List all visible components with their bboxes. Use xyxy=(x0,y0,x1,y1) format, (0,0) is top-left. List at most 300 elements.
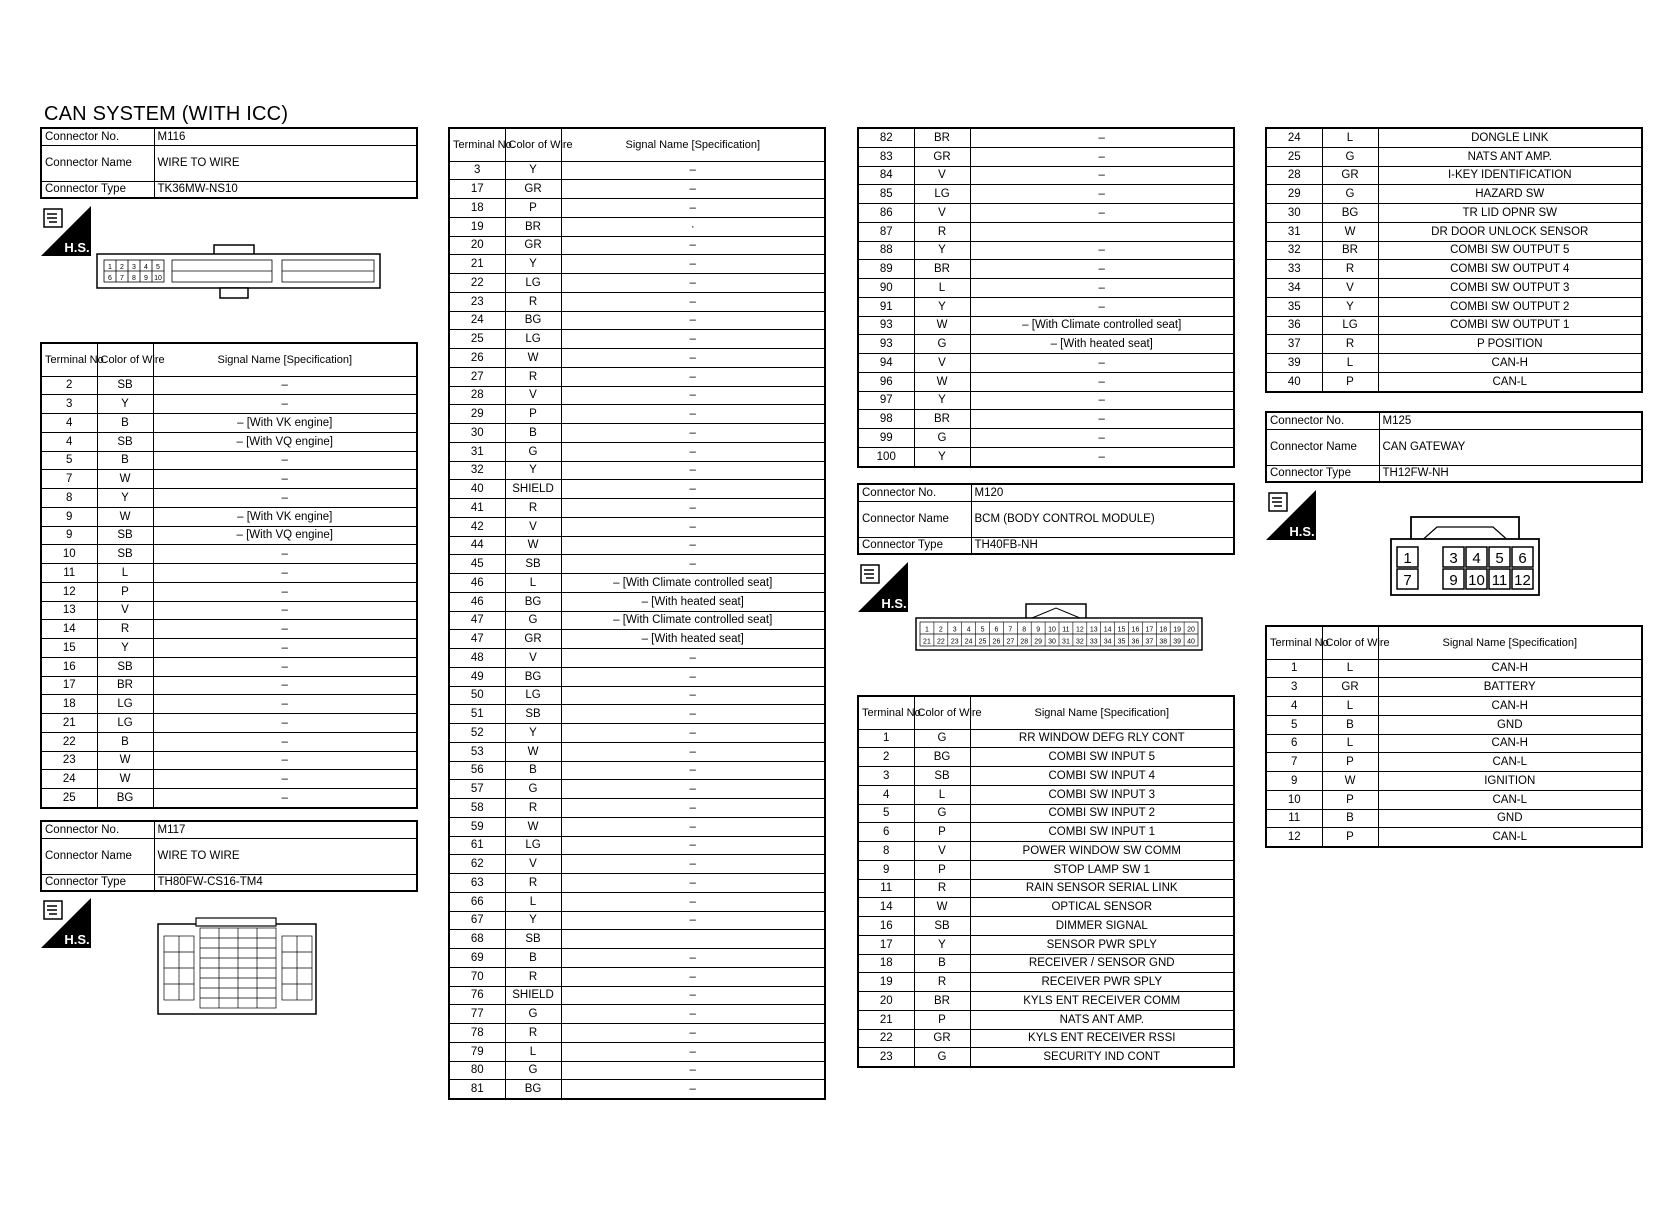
terminal-no-cell: 79 xyxy=(449,1042,505,1061)
terminal-no-cell: 24 xyxy=(41,770,97,789)
terminal-no-cell: 24 xyxy=(449,311,505,330)
table-row xyxy=(449,780,825,799)
connector-name-label: Connector Name xyxy=(41,838,154,874)
terminal-no-cell: 47 xyxy=(449,630,505,649)
terminal-no-cell: 5 xyxy=(858,804,914,823)
terminal-no-cell: 5 xyxy=(41,451,97,470)
signal-name-cell: – xyxy=(561,236,825,255)
wire-color-cell: L xyxy=(1322,697,1378,716)
m117-pin-table-b xyxy=(857,127,1235,468)
terminal-no-cell: 29 xyxy=(1266,185,1322,204)
terminal-no-cell: 11 xyxy=(1266,809,1322,828)
signal-name-cell: – xyxy=(561,461,825,480)
terminal-no-cell: 4 xyxy=(41,414,97,433)
wire-color-cell: Y xyxy=(914,447,970,466)
terminal-no-cell: 40 xyxy=(1266,372,1322,391)
signal-name-cell: – xyxy=(561,255,825,274)
signal-name-cell: – xyxy=(970,260,1234,279)
signal-name-header: Signal Name [Specification] xyxy=(1378,626,1642,659)
wire-color-cell: L xyxy=(1322,734,1378,753)
terminal-no-cell: 1 xyxy=(1266,659,1322,678)
signal-name-cell: COMBI SW INPUT 2 xyxy=(970,804,1234,823)
terminal-no-cell: 10 xyxy=(1266,790,1322,809)
terminal-no-cell: 18 xyxy=(449,199,505,218)
terminal-no-cell: 18 xyxy=(858,954,914,973)
wire-color-cell: W xyxy=(1322,222,1378,241)
table-row xyxy=(41,376,417,395)
signal-name-cell: HAZARD SW xyxy=(1378,185,1642,204)
table-row xyxy=(858,316,1234,335)
table-row xyxy=(449,611,825,630)
signal-name-cell: P POSITION xyxy=(1378,335,1642,354)
terminal-no-cell: 7 xyxy=(1266,753,1322,772)
table-row xyxy=(449,424,825,443)
wire-color-cell: W xyxy=(505,349,561,368)
signal-name-cell: RAIN SENSOR SERIAL LINK xyxy=(970,879,1234,898)
table-row xyxy=(449,1042,825,1061)
table-row xyxy=(1266,828,1642,847)
terminal-no-cell: 67 xyxy=(449,911,505,930)
table-row xyxy=(41,657,417,676)
terminal-no-cell: 18 xyxy=(41,695,97,714)
hs-harness-side-icon xyxy=(858,562,908,612)
terminal-no-cell: 80 xyxy=(449,1061,505,1080)
terminal-no-cell: 3 xyxy=(41,395,97,414)
table-row xyxy=(449,649,825,668)
terminal-no-cell: 89 xyxy=(858,260,914,279)
terminal-no-cell: 28 xyxy=(1266,166,1322,185)
signal-name-cell: – xyxy=(561,705,825,724)
terminal-no-cell: 7 xyxy=(41,470,97,489)
terminal-no-cell: 87 xyxy=(858,222,914,241)
wire-color-cell: G xyxy=(1322,147,1378,166)
terminal-no-cell: 29 xyxy=(449,405,505,424)
table-row xyxy=(41,395,417,414)
terminal-no-cell: 35 xyxy=(1266,297,1322,316)
terminal-no-cell: 84 xyxy=(858,166,914,185)
m120-pin-table-a xyxy=(857,695,1235,1068)
connector-pin-number: 19 xyxy=(1173,626,1182,634)
terminal-no-cell: 27 xyxy=(449,367,505,386)
terminal-no-cell: 46 xyxy=(449,574,505,593)
wire-color-cell: Y xyxy=(505,724,561,743)
table-row xyxy=(41,676,417,695)
signal-name-cell: – xyxy=(153,657,417,676)
table-row xyxy=(449,892,825,911)
terminal-no-cell: 12 xyxy=(1266,828,1322,847)
wire-color-cell: Y xyxy=(505,161,561,180)
table-row xyxy=(41,789,417,808)
table-row xyxy=(449,199,825,218)
terminal-no-cell: 62 xyxy=(449,855,505,874)
terminal-no-header: Terminal No. xyxy=(858,696,914,729)
signal-name-cell: – [With VQ engine] xyxy=(153,526,417,545)
signal-name-cell: – xyxy=(153,582,417,601)
table-row xyxy=(858,372,1234,391)
signal-name-cell: GND xyxy=(1378,715,1642,734)
connector-pin-number: 9 xyxy=(1036,626,1041,634)
wire-color-cell: SB xyxy=(97,657,153,676)
signal-name-cell: – xyxy=(561,761,825,780)
wire-color-cell: BR xyxy=(97,676,153,695)
wire-color-cell: V xyxy=(914,204,970,223)
wire-color-cell: Y xyxy=(914,391,970,410)
table-row xyxy=(1266,279,1642,298)
connector-pin xyxy=(1420,569,1441,589)
wire-color-cell: B xyxy=(505,424,561,443)
wire-color-cell: Y xyxy=(505,911,561,930)
signal-name-cell: COMBI SW INPUT 3 xyxy=(970,785,1234,804)
table-row xyxy=(449,574,825,593)
wire-color-cell: L xyxy=(505,892,561,911)
signal-name-cell: COMBI SW INPUT 1 xyxy=(970,823,1234,842)
signal-name-cell: CAN-L xyxy=(1378,372,1642,391)
table-row xyxy=(449,855,825,874)
signal-name-cell: – xyxy=(970,185,1234,204)
svg-text:4: 4 xyxy=(144,264,148,271)
table-row xyxy=(41,732,417,751)
terminal-no-cell: 28 xyxy=(449,386,505,405)
signal-name-cell: – xyxy=(561,199,825,218)
m116-pin-table xyxy=(40,342,418,809)
terminal-no-cell: 10 xyxy=(41,545,97,564)
svg-text:5: 5 xyxy=(156,264,160,271)
wire-color-cell: SHIELD xyxy=(505,480,561,499)
wire-color-cell: Y xyxy=(97,395,153,414)
terminal-no-cell: 44 xyxy=(449,536,505,555)
connector-pin-number: 30 xyxy=(1048,638,1056,646)
wire-color-cell: BR xyxy=(914,410,970,429)
wire-color-cell: G xyxy=(505,1005,561,1024)
signal-name-cell: – [With heated seat] xyxy=(561,630,825,649)
terminal-no-cell: 68 xyxy=(449,930,505,949)
svg-text:10: 10 xyxy=(154,275,162,282)
wire-color-cell: W xyxy=(1322,772,1378,791)
signal-name-cell: CAN-H xyxy=(1378,734,1642,753)
connector-pin-number: 10 xyxy=(1468,572,1485,589)
wire-color-cell: G xyxy=(505,780,561,799)
table-row xyxy=(1266,354,1642,373)
signal-name-cell: – xyxy=(561,799,825,818)
signal-name-cell: – xyxy=(561,836,825,855)
signal-name-cell: IGNITION xyxy=(1378,772,1642,791)
terminal-no-cell: 91 xyxy=(858,297,914,316)
terminal-no-cell: 2 xyxy=(858,748,914,767)
terminal-no-cell: 23 xyxy=(858,1048,914,1067)
wire-color-cell: W xyxy=(505,536,561,555)
connector-pin-number: 13 xyxy=(1089,626,1098,634)
table-row xyxy=(449,442,825,461)
signal-name-cell: – xyxy=(561,967,825,986)
table-row xyxy=(449,480,825,499)
terminal-no-cell: 83 xyxy=(858,147,914,166)
wire-color-cell: Y xyxy=(97,639,153,658)
wire-color-cell: B xyxy=(505,761,561,780)
wire-color-cell: R xyxy=(97,620,153,639)
signal-name-cell: – xyxy=(561,367,825,386)
table-row xyxy=(858,410,1234,429)
svg-text:9: 9 xyxy=(144,275,148,282)
wire-color-cell: P xyxy=(914,860,970,879)
wire-color-cell: R xyxy=(914,879,970,898)
connector-pin xyxy=(1420,547,1441,567)
terminal-no-cell: 50 xyxy=(449,686,505,705)
connector-name-label: Connector Name xyxy=(1266,429,1379,465)
table-row xyxy=(449,630,825,649)
signal-name-cell: – xyxy=(561,1061,825,1080)
hs-label: H.S. xyxy=(64,932,90,947)
terminal-no-cell: 30 xyxy=(449,424,505,443)
m125-connector-type: TH12FW-NH xyxy=(1379,465,1642,482)
terminal-no-cell: 24 xyxy=(1266,128,1322,147)
connector-pin-number: 11 xyxy=(1062,626,1070,634)
signal-name-cell: – xyxy=(561,742,825,761)
terminal-no-cell: 86 xyxy=(858,204,914,223)
terminal-no-cell: 21 xyxy=(858,1010,914,1029)
signal-name-cell: CAN-H xyxy=(1378,659,1642,678)
wire-color-cell: SB xyxy=(97,545,153,564)
signal-name-cell: NATS ANT AMP. xyxy=(1378,147,1642,166)
signal-name-cell: – xyxy=(153,714,417,733)
signal-name-cell: COMBI SW OUTPUT 3 xyxy=(1378,279,1642,298)
wire-color-cell: R xyxy=(914,222,970,241)
signal-name-cell: – xyxy=(561,724,825,743)
signal-name-cell: COMBI SW OUTPUT 4 xyxy=(1378,260,1642,279)
terminal-no-cell: 76 xyxy=(449,986,505,1005)
wire-color-cell: GR xyxy=(505,630,561,649)
connector-pin-number: 4 xyxy=(1472,550,1481,567)
wire-color-cell: SB xyxy=(97,432,153,451)
wire-color-cell: W xyxy=(505,817,561,836)
terminal-no-cell: 34 xyxy=(1266,279,1322,298)
m117-info-table xyxy=(40,820,418,892)
terminal-no-cell: 96 xyxy=(858,372,914,391)
wire-color-cell: Y xyxy=(914,935,970,954)
terminal-no-cell: 88 xyxy=(858,241,914,260)
signal-name-cell: – xyxy=(970,147,1234,166)
wire-color-cell: G xyxy=(914,1048,970,1067)
wire-color-cell: G xyxy=(914,429,970,448)
table-row xyxy=(449,930,825,949)
wire-color-cell: G xyxy=(505,442,561,461)
table-row xyxy=(858,447,1234,466)
table-row xyxy=(858,992,1234,1011)
wire-color-cell: R xyxy=(505,1024,561,1043)
table-row xyxy=(1266,128,1642,147)
terminal-no-cell: 21 xyxy=(41,714,97,733)
wire-color-cell: GR xyxy=(505,236,561,255)
signal-name-cell: – xyxy=(153,451,417,470)
signal-name-cell: – xyxy=(561,911,825,930)
terminal-no-cell: 32 xyxy=(449,461,505,480)
signal-name-cell: – xyxy=(561,161,825,180)
connector-pin-number: 34 xyxy=(1103,638,1112,646)
terminal-no-cell: 23 xyxy=(449,292,505,311)
table-row xyxy=(1266,241,1642,260)
signal-name-cell: – xyxy=(153,789,417,808)
signal-name-cell: – xyxy=(561,330,825,349)
terminal-no-cell: 11 xyxy=(41,564,97,583)
wire-color-cell: LG xyxy=(1322,316,1378,335)
terminal-no-cell: 25 xyxy=(449,330,505,349)
signal-name-cell: COMBI SW OUTPUT 2 xyxy=(1378,297,1642,316)
terminal-no-cell: 11 xyxy=(858,879,914,898)
wire-color-cell: GR xyxy=(505,180,561,199)
signal-name-cell: – xyxy=(561,386,825,405)
connector-pin-number: 37 xyxy=(1145,638,1154,646)
signal-name-cell: – xyxy=(153,395,417,414)
wire-color-cell: LG xyxy=(97,695,153,714)
wire-color-cell: GR xyxy=(1322,166,1378,185)
connector-pin-number: 8 xyxy=(1022,626,1027,634)
signal-name-cell: – xyxy=(153,676,417,695)
table-row xyxy=(1266,772,1642,791)
table-row xyxy=(858,1010,1234,1029)
hs-harness-side-icon xyxy=(41,898,91,948)
table-row xyxy=(1266,147,1642,166)
signal-name-cell: CAN-L xyxy=(1378,828,1642,847)
terminal-no-cell: 12 xyxy=(41,582,97,601)
signal-name-cell: GND xyxy=(1378,809,1642,828)
m125-connector-diagram xyxy=(1387,515,1547,599)
connector-pin-number: 26 xyxy=(992,638,1001,646)
wire-color-cell: BG xyxy=(505,311,561,330)
table-row xyxy=(41,470,417,489)
wire-color-cell: V xyxy=(914,166,970,185)
wire-color-cell: LG xyxy=(505,330,561,349)
table-row xyxy=(1266,790,1642,809)
connector-pin-number: 38 xyxy=(1159,638,1168,646)
terminal-no-header: Terminal No. xyxy=(1266,626,1322,659)
wire-color-cell: Y xyxy=(97,489,153,508)
m117-connector-no: M117 xyxy=(154,821,417,838)
signal-name-cell: – xyxy=(561,180,825,199)
signal-name-cell: – xyxy=(153,639,417,658)
terminal-no-header: Terminal No. xyxy=(449,128,505,161)
signal-name-cell: – [With VQ engine] xyxy=(153,432,417,451)
signal-name-cell: DIMMER SIGNAL xyxy=(970,917,1234,936)
wire-color-cell: LG xyxy=(505,274,561,293)
m117-connector-type: TH80FW-CS16-TM4 xyxy=(154,874,417,891)
terminal-no-cell: 20 xyxy=(449,236,505,255)
signal-name-cell: – xyxy=(561,292,825,311)
wire-color-cell: P xyxy=(1322,790,1378,809)
table-row xyxy=(449,274,825,293)
table-row xyxy=(449,686,825,705)
table-row xyxy=(858,429,1234,448)
connector-pin-number: 39 xyxy=(1173,638,1182,646)
table-row xyxy=(41,526,417,545)
table-row xyxy=(449,799,825,818)
color-of-wire-header: Color of Wire xyxy=(1322,626,1378,659)
signal-name-cell: – xyxy=(561,442,825,461)
wire-color-cell: B xyxy=(97,451,153,470)
terminal-no-cell: 56 xyxy=(449,761,505,780)
wire-color-cell: R xyxy=(505,499,561,518)
terminal-no-cell: 16 xyxy=(858,917,914,936)
terminal-no-cell: 32 xyxy=(1266,241,1322,260)
signal-name-cell: – xyxy=(561,499,825,518)
connector-no-label: Connector No. xyxy=(41,128,154,145)
wire-color-cell: W xyxy=(97,507,153,526)
terminal-no-cell: 9 xyxy=(41,526,97,545)
terminal-no-cell: 53 xyxy=(449,742,505,761)
table-row xyxy=(858,973,1234,992)
m117-connector-diagram xyxy=(156,916,320,1018)
terminal-no-cell: 51 xyxy=(449,705,505,724)
wire-color-cell: R xyxy=(505,367,561,386)
connector-pin-number: 18 xyxy=(1159,626,1168,634)
m125-pin-table xyxy=(1265,625,1643,848)
signal-name-cell: – xyxy=(153,564,417,583)
wire-color-cell: V xyxy=(914,354,970,373)
table-row xyxy=(858,222,1234,241)
signal-name-cell: – xyxy=(970,128,1234,147)
signal-name-cell: – xyxy=(561,1024,825,1043)
connector-pin-number: 3 xyxy=(952,626,957,634)
table-row xyxy=(449,874,825,893)
wire-color-cell: B xyxy=(97,414,153,433)
m120-connector-no: M120 xyxy=(971,484,1234,501)
table-row xyxy=(41,489,417,508)
terminal-no-cell: 20 xyxy=(858,992,914,1011)
connector-name-label: Connector Name xyxy=(858,501,971,537)
wire-color-cell: Y xyxy=(505,461,561,480)
wire-color-cell: B xyxy=(914,954,970,973)
terminal-no-cell: 14 xyxy=(858,898,914,917)
connector-pin-number: 20 xyxy=(1187,626,1195,634)
wire-color-cell: W xyxy=(505,742,561,761)
connector-pin-number: 12 xyxy=(1075,626,1084,634)
wire-color-cell: P xyxy=(505,199,561,218)
wire-color-cell: P xyxy=(505,405,561,424)
wire-color-cell: W xyxy=(97,470,153,489)
table-row xyxy=(449,180,825,199)
terminal-no-cell: 14 xyxy=(41,620,97,639)
svg-text:1: 1 xyxy=(108,264,112,271)
wire-color-cell: R xyxy=(505,292,561,311)
table-row xyxy=(41,545,417,564)
table-row xyxy=(1266,659,1642,678)
terminal-no-cell: 2 xyxy=(41,376,97,395)
connector-pin-number: 2 xyxy=(938,626,943,634)
signal-name-cell: OPTICAL SENSOR xyxy=(970,898,1234,917)
page-title: CAN SYSTEM (WITH ICC) xyxy=(44,103,289,125)
wire-color-cell: BG xyxy=(505,592,561,611)
terminal-no-cell: 94 xyxy=(858,354,914,373)
signal-name-cell: I-KEY IDENTIFICATION xyxy=(1378,166,1642,185)
hs-harness-side-icon xyxy=(1266,490,1316,540)
table-row xyxy=(449,1061,825,1080)
terminal-no-cell: 93 xyxy=(858,316,914,335)
color-of-wire-header: Color of Wire xyxy=(914,696,970,729)
wire-color-cell: SB xyxy=(505,930,561,949)
signal-name-cell: – xyxy=(561,949,825,968)
m125-rows xyxy=(1266,659,1642,847)
wire-color-cell: Y xyxy=(914,241,970,260)
table-row xyxy=(858,842,1234,861)
table-row xyxy=(41,582,417,601)
signal-name-cell: – [With VK engine] xyxy=(153,414,417,433)
terminal-no-cell: 41 xyxy=(449,499,505,518)
signal-name-cell: – xyxy=(153,545,417,564)
wire-color-cell: R xyxy=(505,967,561,986)
terminal-no-cell: 6 xyxy=(1266,734,1322,753)
signal-name-cell: – [With Climate controlled seat] xyxy=(970,316,1234,335)
signal-name-cell: – xyxy=(561,667,825,686)
wire-color-cell: V xyxy=(505,649,561,668)
table-row xyxy=(41,507,417,526)
